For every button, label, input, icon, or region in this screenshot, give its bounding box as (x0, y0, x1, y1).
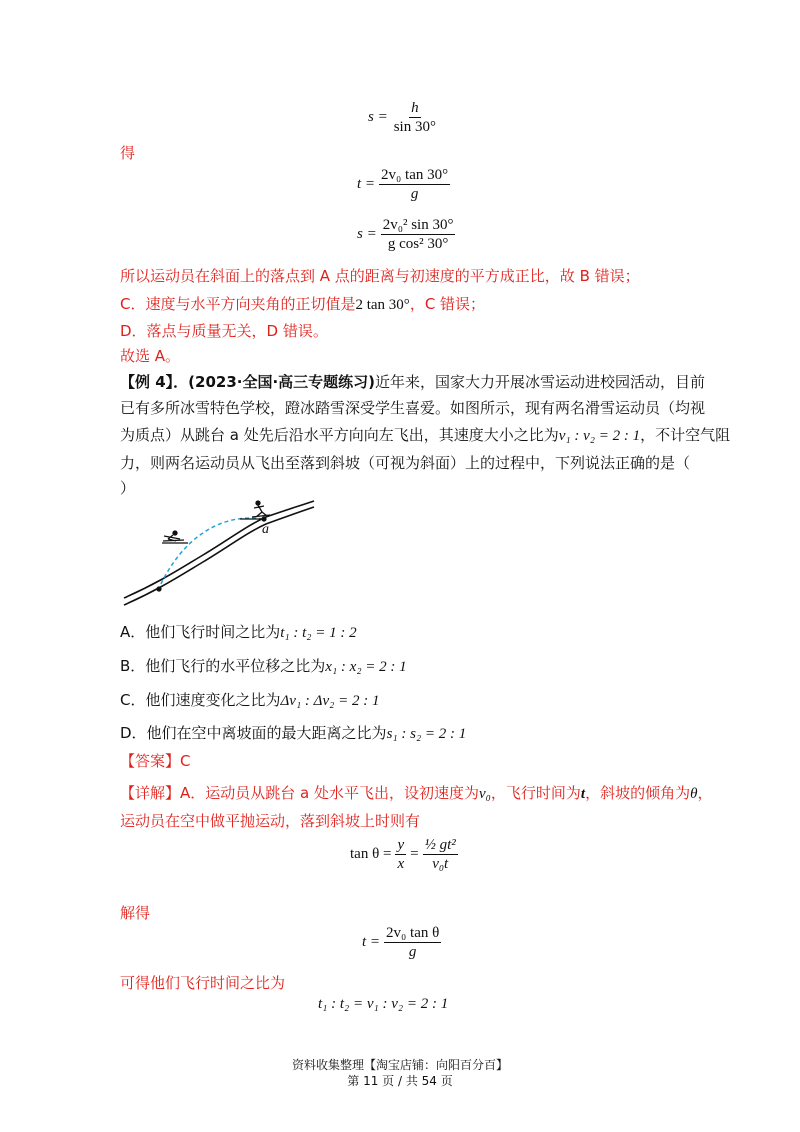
analysis-d: D．落点与质量无关，D 错误。 (120, 322, 328, 340)
example-source: ．(2023·全国·高三专题练习) (173, 373, 376, 391)
option-text: A．他们飞行时间之比为 (120, 623, 281, 641)
landing-point-dot (156, 586, 161, 591)
eq-lhs: s = (357, 226, 377, 242)
footer-source: 资料收集整理【淘宝店铺：向阳百分百】 (291, 1058, 508, 1072)
frac-num: 2v₀ tan 30° (381, 167, 449, 183)
equation-time-ratio (318, 996, 448, 1013)
fraction (392, 100, 438, 135)
example4-line2: 已有多所冰雪特色学校，蹬冰踏雪深受学生喜爱。如图所示，现有两名滑雪运动员（均视 (120, 399, 706, 417)
frac-den: g (410, 186, 419, 202)
option-math: t₁ : t₂ = 1 : 2 (280, 625, 357, 641)
slope-upper-line (124, 501, 314, 598)
option-math: Δv₁ : Δv₂ = 2 : 1 (280, 693, 380, 709)
example-text: 近年来，国家大力开展冰雪运动进校园活动，目前 (375, 373, 706, 391)
example-text: ，不计空气阻 (640, 426, 731, 444)
eq-sign: = (410, 846, 419, 862)
solution-line1 (120, 783, 712, 804)
frac-num: 2v₀ tan θ (386, 925, 440, 941)
frac-num: 2v₀² sin 30° (382, 217, 454, 233)
fraction (395, 837, 406, 872)
solution-text: ， (697, 784, 713, 802)
point-a-label: a (262, 522, 269, 537)
example-tag: 【例 4】 (120, 373, 174, 391)
fraction (423, 837, 458, 872)
option-math: s₁ : s₂ = 2 : 1 (386, 726, 467, 742)
example-math: v₁ : v₂ = 2 : 1 (558, 428, 641, 444)
frac-num: ½ gt² (424, 837, 456, 853)
equation-tan-theta (350, 837, 458, 872)
example4-line1 (120, 372, 705, 392)
eq-lhs: tan θ = (350, 846, 392, 862)
frac-num: h (411, 100, 419, 116)
equation-s-h-sin30 (368, 100, 438, 135)
fraction (381, 217, 456, 252)
option-b (120, 656, 407, 677)
solution-math: t (580, 786, 586, 802)
frac-den: g (408, 944, 417, 960)
solution-math: θ (690, 786, 698, 802)
option-d (120, 723, 466, 744)
option-math: x₁ : x₂ = 2 : 1 (325, 659, 407, 675)
option-c (120, 690, 379, 711)
slope-lower-line (124, 507, 314, 605)
frac-den: g cos² 30° (387, 236, 449, 252)
example4-line3 (120, 425, 730, 446)
solution-text: ，斜坡的倾角为 (585, 784, 691, 802)
fraction (379, 167, 450, 202)
frac-num: y (397, 837, 405, 853)
skier-b-icon (163, 531, 184, 541)
fraction (384, 925, 441, 960)
analysis-b: 所以运动员在斜面上的落点到 A 点的距离与初速度的平方成正比，故 B 错误； (120, 267, 640, 285)
eq-lhs: t = (362, 934, 381, 950)
equation-s-sin30-cos30 (357, 217, 455, 252)
eq-text: t₁ : t₂ = v₁ : v₂ = 2 : 1 (318, 996, 449, 1012)
eq-lhs: t = (357, 176, 376, 192)
example-text: 为质点）从跳台 a 处先后沿水平方向向左飞出，其速度大小之比为 (120, 426, 559, 444)
analysis-c (120, 294, 485, 315)
solution-line2: 运动员在空中做平抛运动，落到斜坡上时则有 (120, 812, 421, 830)
example4-line5: ） (120, 479, 136, 497)
footer-page-number: 第 11 页 / 共 54 页 (347, 1074, 453, 1088)
option-text: B．他们飞行的水平位移之比为 (120, 657, 326, 675)
equation-t-tan-theta (362, 925, 441, 960)
solution-math: v₀ (479, 786, 491, 802)
solution-text: ，飞行时间为 (490, 784, 581, 802)
option-text: D．他们在空中离坡面的最大距离之比为 (120, 724, 387, 742)
de-label: 得 (120, 144, 136, 162)
analysis-c-post: ，C 错误； (409, 295, 486, 313)
equation-t-tan30 (357, 167, 450, 202)
skier-a-icon (252, 501, 270, 517)
option-text: C．他们速度变化之比为 (120, 691, 281, 709)
point-a-dot (261, 516, 266, 521)
frac-den: v₀t (432, 856, 449, 872)
solution-text: 【详解】A．运动员从跳台 a 处水平飞出，设初速度为 (120, 784, 479, 802)
frac-den: x (397, 856, 405, 872)
frac-den: sin 30° (393, 119, 436, 135)
ski-jump-figure (118, 495, 318, 610)
option-a (120, 622, 357, 643)
example4-line4: 力，则两名运动员从飞出至落到斜坡（可视为斜面）上的过程中，下列说法正确的是（ (120, 454, 691, 472)
analysis-c-pre: C．速度与水平方向夹角的正切值是 (120, 295, 356, 313)
jiede-label: 解得 (120, 904, 151, 922)
conclusion: 故选 A。 (120, 347, 181, 365)
answer: 【答案】C (120, 752, 191, 770)
analysis-c-math: 2 tan 30° (355, 297, 410, 313)
kede-label: 可得他们飞行时间之比为 (120, 974, 286, 992)
eq-lhs: s = (368, 109, 388, 125)
